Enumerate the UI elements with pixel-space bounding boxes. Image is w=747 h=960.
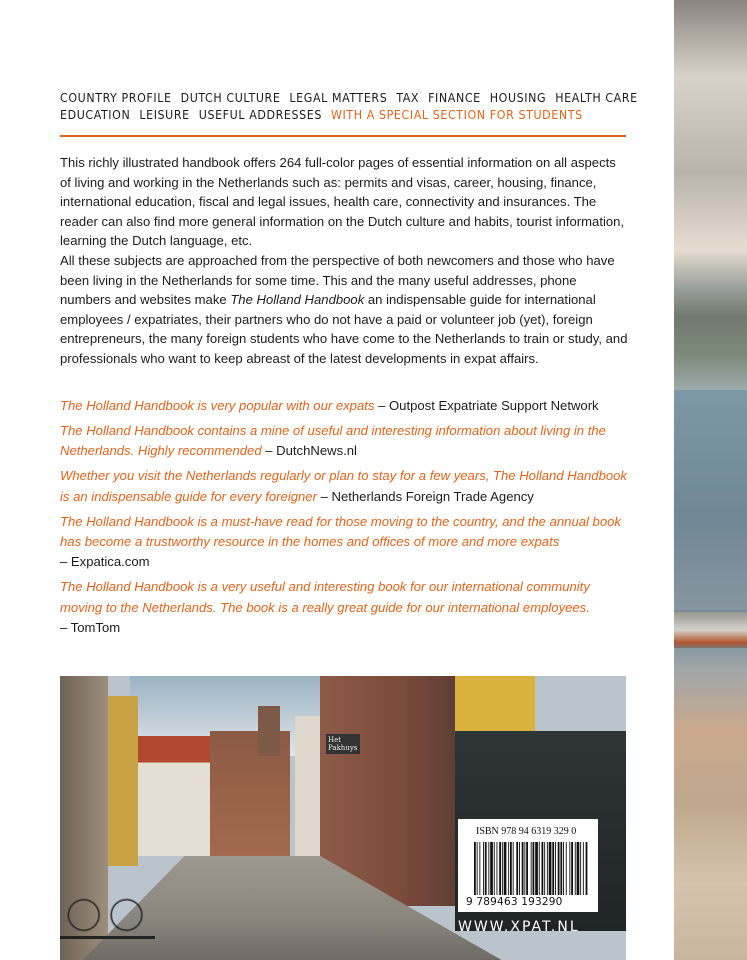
testimonial-source: – Outpost Expatriate Support Network: [374, 398, 599, 413]
topic-tax: TAX: [396, 91, 420, 105]
barcode-bar: [571, 842, 573, 895]
barcode-bar: [519, 842, 520, 895]
description: [60, 153, 630, 369]
isbn-label: ISBN 978 94 6319 329 0: [476, 826, 577, 837]
barcode-bar: [533, 842, 535, 895]
testimonial-quote: The Holland Handbook is a must-have read for those moving to the country, and the annual book has become a trustworthy resource in the homes and offices of more and more expats: [60, 513, 621, 549]
topic-leisure: LEISURE: [139, 108, 190, 122]
barcode-bar: [504, 842, 507, 895]
barcode-bar: [560, 842, 562, 895]
yellow-house: [108, 696, 138, 866]
testimonial-quote: The Holland Handbook contains a mine of useful and interesting information about living in the Netherlands. Highly recommended: [60, 422, 606, 459]
barcode-bar: [499, 842, 501, 895]
website-url[interactable]: WWW.XPAT.NL: [458, 919, 580, 935]
testimonial-source: – DutchNews.nl: [261, 443, 357, 459]
topic-dutch-culture: DUTCH CULTURE: [180, 91, 281, 105]
barcode-bar: [510, 842, 512, 895]
barcode-bar: [583, 842, 584, 895]
barcode-bar: [488, 842, 489, 895]
barcode-bar: [558, 842, 560, 895]
testimonials: [60, 396, 630, 643]
barcode-icon: [474, 842, 588, 895]
barcode-bar: [494, 842, 495, 895]
barcode-bar: [566, 842, 567, 895]
street-photo: [60, 676, 626, 960]
river-image: [674, 390, 747, 610]
paragraph-2-end: an indispensable guide for international employees / expatriates, their partners who do not have a paid or volunteer job (yet), foreign entrepreneurs, the many foreign students who have come to the Netherlands to train or study, and professionals who want to keep abreast of the latest developments in expat affairs.: [60, 292, 628, 366]
barcode-bar: [474, 842, 476, 895]
testimonial-quote: The Holland Handbook is very popular with our expats: [60, 398, 375, 413]
shop-sign: Het Pakhuys: [326, 734, 360, 754]
barcode-bar: [513, 842, 514, 895]
barcode-bar: [539, 842, 540, 895]
testimonial-source: – Expatica.com: [60, 554, 150, 570]
barcode-bar: [477, 842, 478, 895]
tower: [258, 706, 280, 756]
barcode-bar: [508, 842, 509, 895]
testimonial: [60, 512, 630, 573]
testimonial: [60, 396, 630, 416]
topic-students-highlight: WITH A SPECIAL SECTION FOR STUDENTS: [330, 108, 583, 122]
orange-divider: [60, 135, 626, 137]
barcode-bar: [502, 842, 503, 895]
barcode-bar: [531, 842, 532, 895]
topic-row-2: [60, 107, 640, 124]
barcode-bar: [485, 842, 487, 895]
barcode-bar: [483, 842, 484, 895]
barcode-bar: [552, 842, 554, 895]
topic-legal-matters: LEGAL MATTERS: [289, 91, 388, 105]
barcode-bar: [524, 842, 525, 895]
barcode-bar: [563, 842, 564, 895]
red-roof-house: [138, 736, 213, 856]
isbn-barcode-box: [458, 819, 598, 912]
barcode-bar: [522, 842, 524, 895]
barcode-bar: [490, 842, 493, 895]
testimonial-quote: Whether you visit the Netherlands regularly or plan to stay for a few years, The Holland Handbook is an indispensable guide for every foreigner: [60, 468, 627, 504]
testimonial-source: – Netherlands Foreign Trade Agency: [316, 488, 534, 504]
barcode-bar: [516, 842, 518, 895]
topic-housing: HOUSING: [489, 91, 547, 105]
book-title: The Holland Handbook: [230, 292, 365, 308]
barcode-bar: [580, 842, 581, 895]
testimonial: [60, 421, 630, 462]
isbn-digits: 9 789463 193290: [466, 896, 563, 908]
topic-useful-addresses: USEFUL ADDRESSES: [198, 108, 322, 122]
barcode-bar: [586, 842, 588, 895]
topic-row-1: [60, 90, 640, 107]
description-paragraph-1: This richly illustrated handbook offers 264 full-color pages of essential information on all aspects of living and working in the Netherlands such as: permits and visas, career, housing, finance, international education, fiscal and legal issues, health care, connectivity and insurances. The reader can also find more general information on the Dutch culture and habits, tourist information, learning the Dutch language, etc.: [60, 155, 625, 249]
topic-health-care: HEALTH CARE: [555, 91, 638, 105]
testimonial: [60, 466, 630, 507]
bridge-image: [674, 612, 747, 648]
barcode-bar: [479, 842, 480, 895]
topic-list: [60, 90, 640, 124]
barcode-bar: [547, 842, 548, 895]
barcode-bar: [549, 842, 552, 895]
bicycles: [60, 866, 155, 939]
testimonial-quote: The Holland Handbook is a very useful and interesting book for our international community moving to the Netherlands. The book is a really great guide for our international employees.: [60, 579, 590, 615]
barcode-bar: [577, 842, 580, 895]
paragraph-2-start: All these subjects are approached from the perspective of both newcomers and those who have been living in the Netherlands for some time. This and the many useful addresses, phone numbers and websites make: [60, 252, 615, 308]
barcode-bar: [569, 842, 570, 895]
barcode-bar: [542, 842, 544, 895]
barcode-bar: [555, 842, 556, 895]
barcode-bar: [526, 842, 528, 895]
barcode-bar: [497, 842, 498, 895]
testimonial-source: – TomTom: [60, 620, 121, 636]
topic-country-profile: COUNTRY PROFILE: [60, 91, 172, 105]
testimonial: [60, 577, 630, 638]
barcode-bar: [575, 842, 576, 895]
yellow-facade: [455, 676, 535, 736]
barcode-bar: [544, 842, 545, 895]
spine-photo: [674, 0, 747, 960]
barcode-bar: [535, 842, 538, 895]
description-paragraph-2: [60, 251, 630, 369]
topic-finance: FINANCE: [428, 91, 481, 105]
topic-education: EDUCATION: [60, 108, 131, 122]
